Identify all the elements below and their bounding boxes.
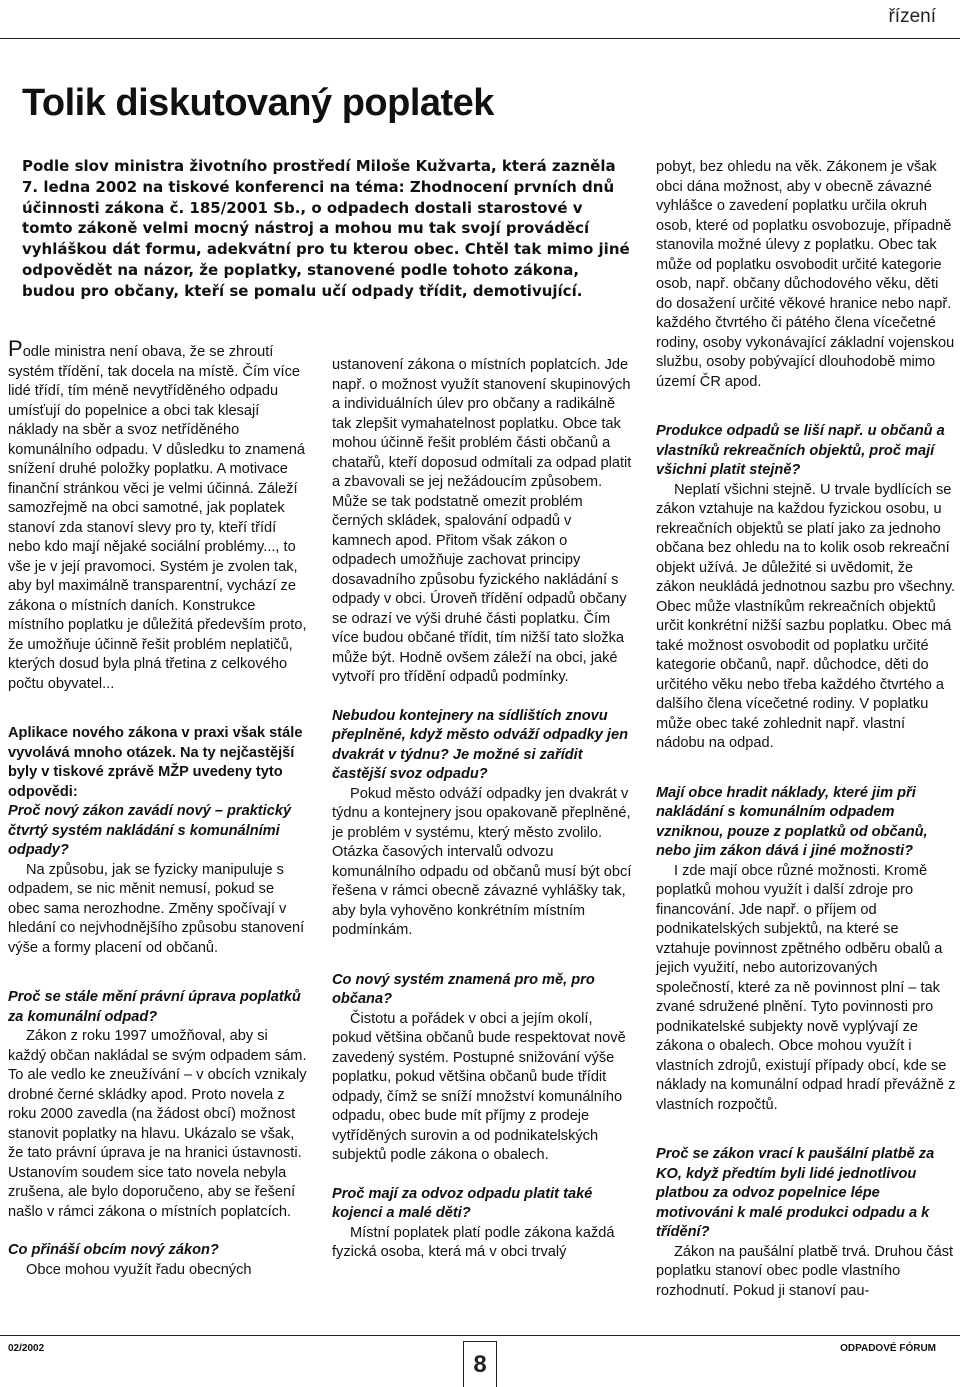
drop-cap: P [8, 336, 23, 361]
answer: Neplatí všichni stejně. U trvale bydlících se zákon vztahuje na každou fyzickou osobu, u rekreačních objektů se platí jako za jednoho občana bez ohledu na to kolik osob rekreační objekt užívá. Je důležité si uvědomit, že zákon neukládá jednotnou sazbu pro všechny. Obec může vlastníkům rekreačních objektů určit konkrétní nižší sazbu poplatku. Obec má také možnost osvobodit od poplatku určité kategorie občanů, např. důchodce, děti do určitého věku nebo třeba každého čtvrtého a dalšího člena vícečetné rodiny. V poplatku může obec také zohlednit např. vlastní nádobu na odpad. [656, 481, 956, 751]
section-tag: řízení [888, 6, 936, 27]
intro-paragraph: Podle ministra není obava, že se zhroutí systém třídění, tak docela na místě. Čím více lidé třídí, tím méně nevytříděného odpadu umísťují do popelnice a obci tak klesají náklady na sběr a svoz netříděného komunálního odpadu. V důsledku to znamená snížení druhé položky poplatku. A motivace finanční stránkou věci je velmi účinná. Záleží samozřejmě na obci samotné, jak poplatek stanoví zda stanoví slevy pro ty, kteří třídí nebo kdo mají nějaké sociální problémy..., to vše je v její pravomoci. Systém je zvolen tak, aby byl maximálně transparentní, vychází ze zákona o místních daních. Konstrukce místního poplatku je důležitá především proto, že umožňuje účinně řešit problém neplatičů, kterých dosud byla plná třetina z celkového počtu obyvatel... [8, 336, 307, 692]
question: Proč se stále mění právní úprava poplatků za komunální odpad? [8, 989, 301, 1025]
issue-number: 02/2002 [8, 1343, 45, 1354]
question: Co přináší obcím nový zákon? [8, 1242, 219, 1258]
question: Mají obce hradit náklady, které jim při nakládání s komunálním odpadem vzniknou, pouze z poplatků od občanů, nebo jim zákon dává i jiné možnosti? [656, 784, 928, 859]
press-intro: Aplikace nového zákona v praxi však stále vyvolává mnoho otázek. Na ty nejčastější byly v tiskové zprávě MŽP uvedeny tyto odpovědi: [8, 725, 303, 800]
question: Nebudou kontejnery na sídlištích znovu přeplněné, když město odváží odpadky jen dvakrát v týdnu? Je možné si zařídit častější svoz odpadu? [332, 707, 629, 782]
column-2 [332, 356, 632, 1263]
magazine-name: ODPADOVÉ FÓRUM [840, 1343, 936, 1354]
article-lead: Podle slov ministra životního prostředí Miloše Kužvarta, která zazněla 7. ledna 2002 na tiskové konferenci na téma: Zhodnocení prvních dnů účinnosti zákona č. 185/2001 Sb., o odpadech dostali starostové v tomto zákoně velmi mocný nástroj a mohou mu tak svojí prováděcí vyhláškou dát formu, adekvátní pro tu kterou obec. Chtěl tak mimo jiné odpovědět na názor, že poplatky, stanovené podle tohoto zákona, budou pro občany, kteří se pomalu učí odpady třídit, demotivující. [22, 157, 630, 300]
question: Co nový systém znamená pro mě, pro občana? [332, 971, 595, 1007]
answer: Čistotu a pořádek v obci a jejím okolí, pokud většina občanů bude respektovat nově zavedený systém. Postupné snižování výše poplatku, pokud většina občanů bude třídit odpady, čímž se sníží množství komunálního odpadu, obec bude mít příjmy z prodeje vytříděných surovin a od podnikatelských subjektů podle zákona o obalech. [332, 1010, 626, 1163]
article-title: Tolik diskutovaný poplatek [22, 82, 494, 124]
answer: Pokud město odváží odpadky jen dvakrát v týdnu a kontejnery jsou opakovaně přeplněné, je problém v systému, který město zvolilo. Otázka časových intervalů odvozu komunálního odpadu od občanů musí být obcí řešena v rámci obecně závazné vyhlášky tak, aby byla vyhověno konkrétním místním podmínkám. [332, 785, 632, 938]
page-number: 8 [463, 1341, 497, 1387]
answer: Obce mohou využít řadu obecných [26, 1261, 252, 1278]
question: Proč mají za odvoz odpadu platit také kojenci a malé děti? [332, 1185, 593, 1221]
answer: Místní poplatek platí podle zákona každá fyzická osoba, která má v obci trvalý [332, 1224, 615, 1260]
question: Produkce odpadů se liší např. u občanů a vlastníků rekreačních objektů, proč mají všichni platit stejně? [656, 423, 945, 478]
paragraph: ustanovení zákona o místních poplatcích. Jde např. o možnost využít stanovení skupinových a individuálních úlev pro občany a radikálně tak zlepšit vymahatelnost poplatku. Obce tak mohou účinně řešit problém části občanů a chatařů, kteří doposud odmítali za odpad platit a zbavovali se jej nežádoucím způsobem. Může se tak podstatně omezit problém černých skládek, spalování odpadů v kamnech apod. Přitom však zákon o odpadech umožňuje zachovat principy dosavadního způsobu fyzického nakládání s odpady v obci. Úroveň třídění odpadů občany se odrazí ve výši druhé části poplatku. Čím více budou občané třídit, tím nižší tato složka může být. Hodně ovšem záleží na obci, jaké vytvoří pro třídění odpadů podmínky. [332, 357, 632, 685]
answer: I zde mají obce různé možnosti. Kromě poplatků mohou využít i další zdroje pro financování. Jde např. o příjem od podnikatelských subjektů, na které se vztahuje povinnost zpětného odběru obalů a jejich využití, nebo autorizovaných společností, které za ně povinnost plní – tak zvané sdružené plnění. Tyto povinnosti pro podnikatelské subjekty nově vyplývají ze zákona o obalech. Obce mohou využít i vlastních zdrojů, existují případy obcí, kde se náklady na komunální odpad hradí převážně z vlastních rozpočtů. [656, 862, 956, 1113]
footer-rule [0, 1335, 960, 1336]
question: Proč nový zákon zavádí nový – praktický čtvrtý systém nakládání s komunálními odpady? [8, 803, 292, 858]
answer: Na způsobu, jak se fyzicky manipuluje s odpadem, se nic měnit nemusí, pokud se obec sama nerozhodne. Změny spočívají v hledání co nejvhodnějšího způsobu stanovení výše a formy placení od občanů. [8, 861, 305, 956]
question: Proč se zákon vrací k paušální platbě za KO, když předtím byli lidé jednotlivou platbou za odvoz popelnice lépe motivováni k malé produkci odpadu a k třídění? [656, 1146, 935, 1240]
column-1 [8, 336, 308, 1280]
header-rule [0, 38, 960, 39]
answer: Zákon na paušální platbě trvá. Druhou část poplatku stanoví obec podle vlastního rozhodnutí. Pokud ji stanoví pau- [656, 1243, 954, 1299]
paragraph: pobyt, bez ohledu na věk. Zákonem je však obci dána možnost, aby v obecně závazné vyhlášce o zavedení poplatku určila okruh osob, které od poplatku osvobozuje, případně stanovila možné úlevy z poplatku. Obec tak může od poplatku osvobodit určité kategorie osob, např. občany důchodového věku, děti do dosažení určité věkové hranice nebo např. každého čtvrtého či pátého člena vícečetné rodiny, osoby vykonávající základní vojenskou službu, osoby pobývající dlouhodobě mimo území ČR apod. [656, 159, 955, 390]
column-3 [656, 158, 956, 1301]
answer: Zákon z roku 1997 umožňoval, aby si každý občan nakládal se svým odpadem sám. To ale vedlo ke zneužívání – v obcích vznikaly drobné černé skládky apod. Proto novela z roku 2000 zavedla (na žádost obcí) možnost stanovit poplatky na hlavu. Ukázalo se však, že tato právní úprava je na hranici ústavnosti. Ustanovím soudem sice tato novela nebyla zrušena, ale bylo doporučeno, aby se řešení našlo v rámci zákona o místních poplatcích. [8, 1028, 307, 1220]
